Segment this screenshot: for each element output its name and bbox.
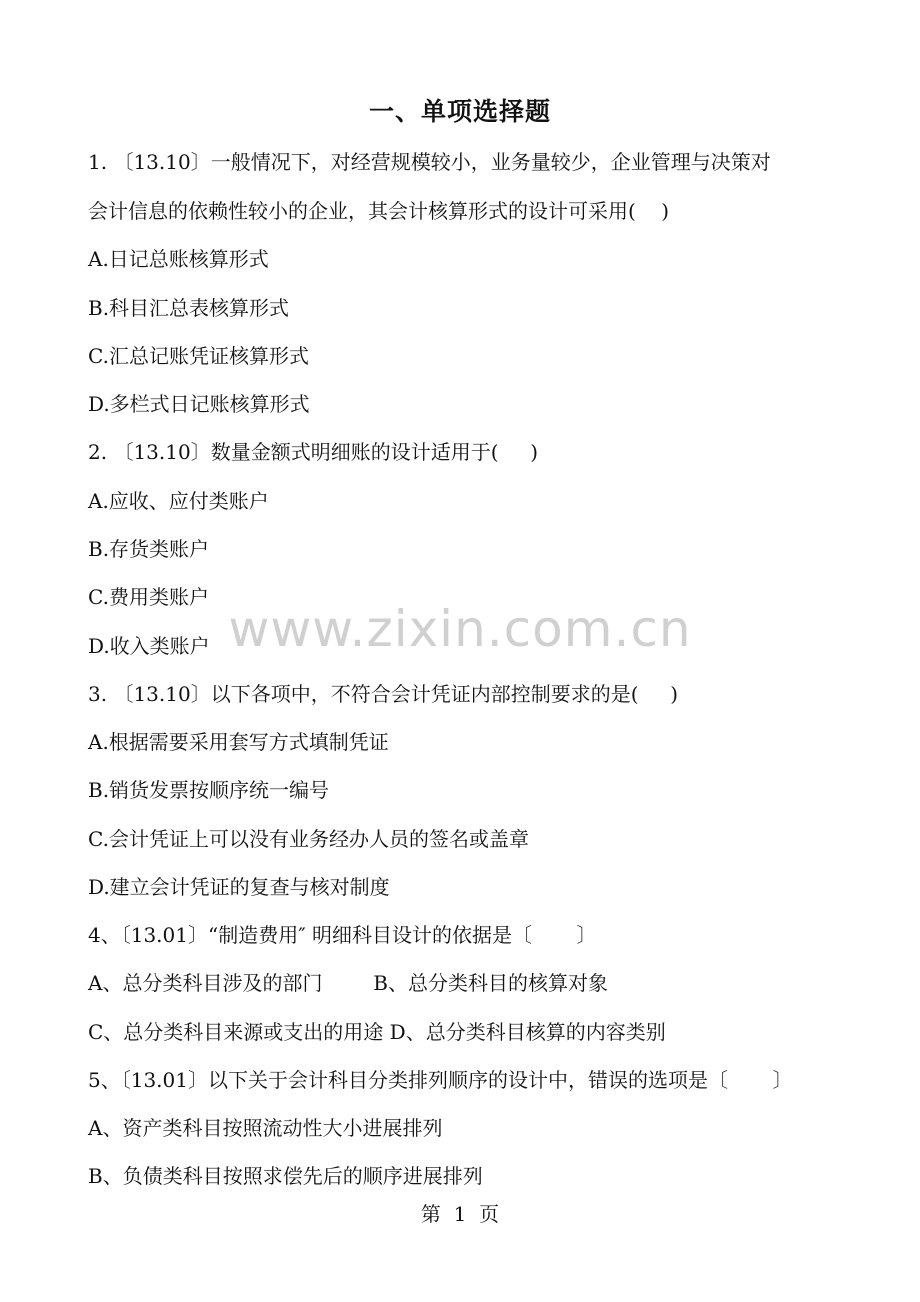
question-3-option-a: A.根据需要采用套写方式填制凭证 <box>88 730 389 754</box>
question-2-option-a: A.应收、应付类账户 <box>88 489 269 513</box>
question-5-option-b: B、负债类科目按照求偿先后的顺序进展排列 <box>88 1164 483 1188</box>
question-3-stem: 3. 〔13.10〕以下各项中，不符合会计凭证内部控制要求的是( ) <box>88 682 679 706</box>
question-1-option-c: C.汇总记账凭证核算形式 <box>88 344 309 368</box>
question-2-stem: 2. 〔13.10〕数量金额式明细账的设计适用于( ) <box>88 440 539 464</box>
question-4-options-cd: C、总分类科目来源或支出的用途 D、总分类科目核算的内容类别 <box>88 1020 666 1044</box>
question-1-stem-line-1: 1. 〔13.10〕一般情况下，对经营规模较小，业务量较少，企业管理与决策对 <box>88 150 771 174</box>
question-3-option-b: B.销货发票按顺序统一编号 <box>88 778 330 802</box>
question-1-option-a: A.日记总账核算形式 <box>88 247 269 271</box>
section-title: 一、单项选择题 <box>368 97 551 126</box>
question-3-option-c: C.会计凭证上可以没有业务经办人员的签名或盖章 <box>88 827 529 851</box>
question-4-stem: 4、〔13.01〕“制造费用″ 明细科目设计的依据是〔 〕 <box>88 923 597 947</box>
watermark: www.zixin.com.cn <box>228 600 692 658</box>
question-2-option-c: C.费用类账户 <box>88 585 209 609</box>
question-1-option-b: B.科目汇总表核算形式 <box>88 296 290 320</box>
question-1-stem-line-2: 会计信息的依赖性较小的企业，其会计核算形式的设计可采用( ) <box>88 199 670 223</box>
question-2-option-b: B.存货类账户 <box>88 537 210 561</box>
question-2-option-d: D.收入类账户 <box>88 634 210 658</box>
page-number-footer: 第 1 页 <box>420 1202 500 1226</box>
question-5-stem: 5、〔13.01〕以下关于会计科目分类排列顺序的设计中，错误的选项是〔 〕 <box>88 1068 793 1092</box>
question-1-option-d: D.多栏式日记账核算形式 <box>88 392 310 416</box>
question-4-options-ab: A、总分类科目涉及的部门 B、总分类科目的核算对象 <box>88 971 608 995</box>
question-3-option-d: D.建立会计凭证的复查与核对制度 <box>88 875 390 899</box>
question-5-option-a: A、资产类科目按照流动性大小进展排列 <box>88 1116 443 1140</box>
